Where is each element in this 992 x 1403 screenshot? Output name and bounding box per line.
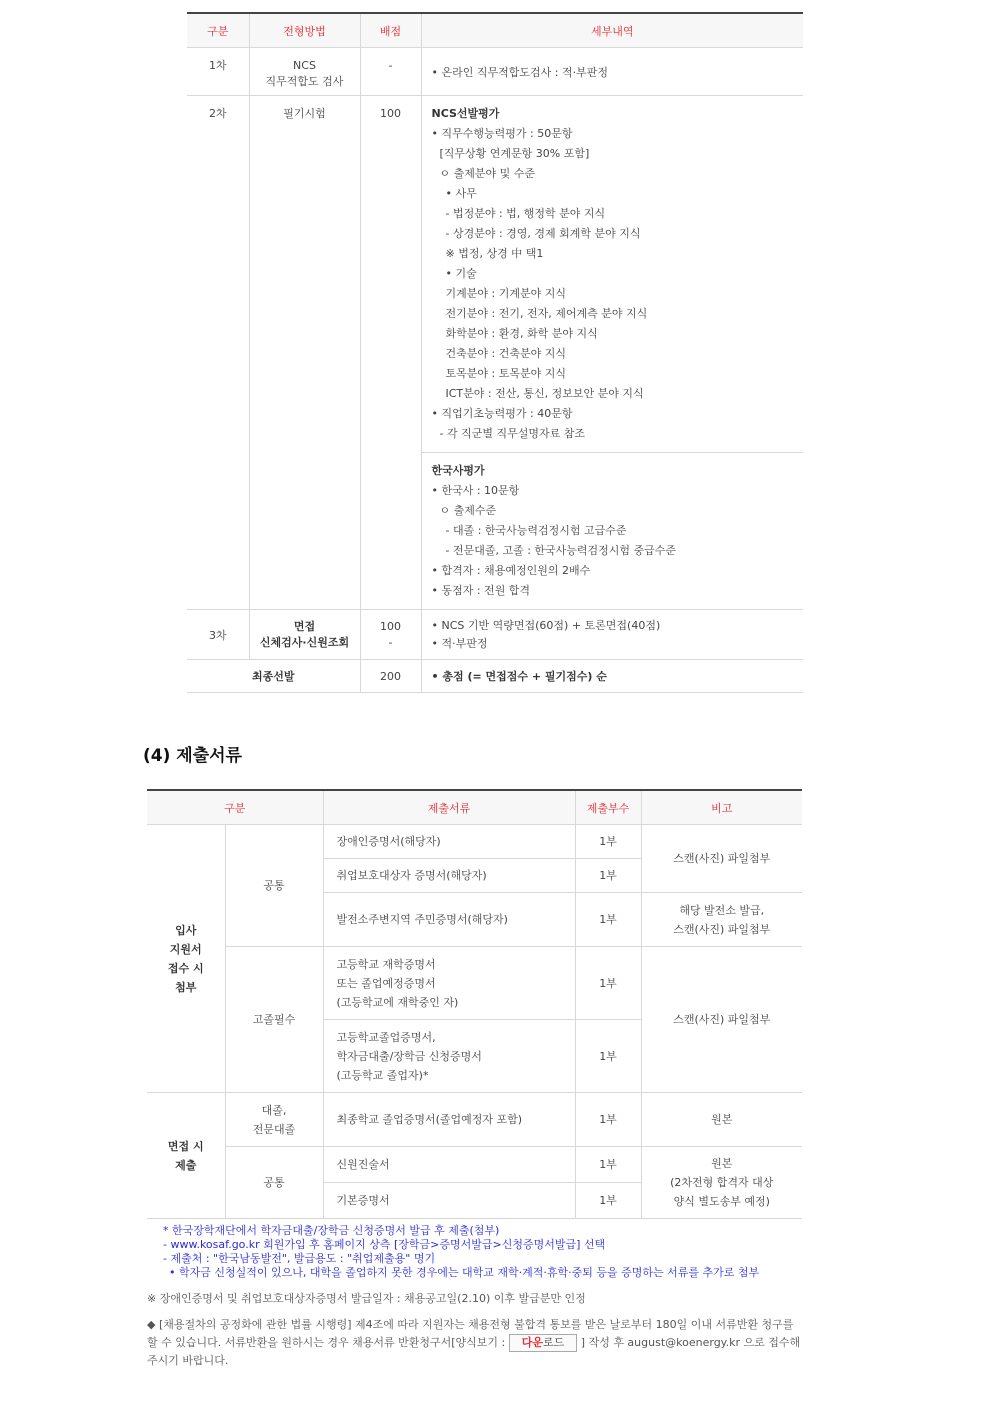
remarks-cell: 스캔(사진) 파일첨부 [641, 947, 802, 1093]
detail-line: • 직업기초능력평가 : 40문항 [431, 407, 573, 420]
header-category: 구분 [187, 13, 249, 48]
remarks-cell: 스캔(사진) 파일첨부 [641, 825, 802, 893]
header-method: 전형방법 [249, 13, 360, 48]
method-cell [249, 610, 360, 660]
detail-line: ㅇ 출제분야 및 수준 [439, 167, 535, 180]
detail-line: - 대졸 : 한국사능력검정시험 고급수준 [445, 524, 627, 537]
header-detail: 세부내역 [421, 13, 803, 48]
certificate-date-note: ※ 장애인증명서 및 취업보호대상자증명서 발급일자 : 채용공고일(2.10) 이후 발급분만 인정 [147, 1292, 586, 1305]
scholarship-notes [163, 1224, 759, 1280]
header-remarks: 비고 [641, 790, 802, 825]
download-button[interactable] [509, 1334, 578, 1352]
header-score: 배점 [360, 13, 421, 48]
detail-line: [직무상황 연계문항 30% 포함] [439, 147, 590, 160]
copies-cell: 1부 [575, 947, 641, 1020]
detail-line: • NCS 기반 역량면접(60점) + 토론면접(40점) [431, 618, 661, 632]
note-line: * 한국장학재단에서 학자금대출/장학금 신청증명서 발급 후 제출(첨부) [163, 1224, 500, 1237]
copies-cell: 1부 [575, 893, 641, 947]
group-label: 입사 지원서 접수 시 첨부 [147, 825, 225, 1093]
return-note-text: ] 작성 후 august@koenergy.kr 으로 접수해 주시기 바랍니다. [147, 1336, 801, 1367]
method-cell [249, 48, 360, 96]
stage-cell: 1차 [187, 48, 249, 96]
table-row [187, 660, 803, 693]
document-name: 최종학교 졸업증명서(졸업예정자 포함) [323, 1093, 575, 1147]
detail-cell: • 총점 (= 면접점수 + 필기점수) 순 [421, 660, 803, 693]
score-cell: 100 - [360, 610, 421, 660]
copies-cell: 1부 [575, 825, 641, 859]
header-category: 구분 [147, 790, 323, 825]
detail-line: - 법정분야 : 법, 행정학 분야 지식 [445, 207, 606, 220]
return-note-text: ◆ [채용절차의 공정화에 관한 법률 시행령] 제4조에 따라 지원자는 채용전형 불합격 통보를 받은 날로부터 180일 이내 서류반환 청구를 할 수 있습니다. 서류반환을 원하시는 경우 채용서류 반환청구서[양식보기 : [147, 1318, 794, 1349]
detail-line: - 전문대졸, 고졸 : 한국사능력검정시험 중급수준 [445, 544, 677, 557]
subgroup-label: 대졸, 전문대졸 [225, 1093, 323, 1147]
score-cell: - [360, 48, 421, 96]
subgroup-label: 공통 [225, 1147, 323, 1219]
detail-line: • 직무수행능력평가 : 50문항 [431, 127, 573, 140]
detail-line: 토목분야 : 토목분야 지식 [445, 367, 566, 380]
score-cell: 100 [360, 96, 421, 610]
detail-line: 화학분야 : 환경, 화학 분야 지식 [445, 327, 598, 340]
remarks-cell: 해당 발전소 발급, 스캔(사진) 파일첨부 [641, 893, 802, 947]
selection-process-table [187, 12, 803, 693]
document-name: 기본증명서 [323, 1183, 575, 1219]
table-row [187, 96, 803, 453]
document-name: 고등학교졸업증명서, 학자금대출/장학금 신청증명서 (고등학교 졸업자)* [323, 1020, 575, 1093]
table-row [187, 610, 803, 660]
note-line: - 제출처 : "한국남동발전", 발급용도 : "취업제출용" 명기 [163, 1252, 436, 1265]
table-row [147, 825, 802, 859]
copies-cell: 1부 [575, 1093, 641, 1147]
detail-line: • 기술 [445, 267, 477, 280]
documents-table [147, 789, 802, 1219]
method-line: NCS [293, 59, 316, 72]
detail-cell [421, 610, 803, 660]
table-header-row [147, 790, 802, 825]
group-label: 면접 시 제출 [147, 1093, 225, 1219]
history-detail-cell [421, 453, 803, 610]
history-title: 한국사평가 [431, 464, 485, 477]
method-line: 직무적합도 검사 [265, 75, 344, 88]
detail-line: - 상경분야 : 경영, 경제 회계학 분야 지식 [445, 227, 641, 240]
method-line: 신체검사·신원조회 [259, 635, 350, 649]
score-cell: 200 [360, 660, 421, 693]
detail-line: 건축분야 : 건축분야 지식 [445, 347, 566, 360]
subgroup-label: 고졸필수 [225, 947, 323, 1093]
ncs-detail-cell [421, 96, 803, 453]
table-row [147, 947, 802, 1020]
detail-line: • 사무 [445, 187, 477, 200]
table-row [147, 1093, 802, 1147]
header-documents: 제출서류 [323, 790, 575, 825]
note-line: • 학자금 신청실적이 있으나, 대학을 졸업하지 못한 경우에는 대학교 재학·계적·휴학·중퇴 등을 증명하는 서류를 추가로 첨부 [169, 1266, 760, 1279]
copies-cell: 1부 [575, 859, 641, 893]
method-line: 면접 [293, 619, 316, 633]
table-row [187, 48, 803, 96]
ncs-title: NCS선발평가 [431, 107, 500, 120]
detail-line: • 동점자 : 전원 합격 [431, 584, 531, 597]
document-name: 신원진술서 [323, 1147, 575, 1183]
detail-line: ※ 법정, 상경 中 택1 [445, 247, 544, 260]
note-line: - www.kosaf.go.kr 회원가입 후 홈페이지 상측 [장학금>증명서발급>신청증명서발급] 선택 [163, 1238, 606, 1251]
table-header-row [187, 13, 803, 48]
final-stage-cell: 최종선발 [187, 660, 360, 693]
detail-line: • 합격자 : 채용예정인원의 2배수 [431, 564, 591, 577]
document-name: 발전소주변지역 주민증명서(해당자) [323, 893, 575, 947]
document-return-note [147, 1316, 802, 1370]
document-name: 고등학교 재학증명서 또는 졸업예정증명서 (고등학교에 재학중인 자) [323, 947, 575, 1020]
copies-cell: 1부 [575, 1020, 641, 1093]
document-name: 장애인증명서(해당자) [323, 825, 575, 859]
copies-cell: 1부 [575, 1183, 641, 1219]
detail-line: ICT분야 : 전산, 통신, 정보보안 분야 지식 [445, 387, 644, 400]
method-cell: 필기시험 [249, 96, 360, 610]
remarks-cell: 원본 [641, 1093, 802, 1147]
detail-line: ㅇ 출제수준 [439, 504, 497, 517]
download-label-red: 다운 [521, 1336, 544, 1349]
remarks-cell: 원본 (2차전형 합격자 대상 양식 별도송부 예정) [641, 1147, 802, 1219]
section-title: (4) 제출서류 [143, 746, 242, 766]
detail-cell: • 온라인 직무적합도검사 : 적·부판정 [421, 48, 803, 96]
stage-cell: 2차 [187, 96, 249, 610]
stage-cell: 3차 [187, 610, 249, 660]
download-label: 로드 [543, 1336, 565, 1349]
document-name: 취업보호대상자 증명서(해당자) [323, 859, 575, 893]
header-copies: 제출부수 [575, 790, 641, 825]
table-row [147, 1147, 802, 1183]
detail-line: 기계분야 : 기계분야 지식 [445, 287, 566, 300]
detail-line: - 각 직군별 직무설명자료 참조 [439, 427, 585, 440]
detail-line: • 한국사 : 10문항 [431, 484, 520, 497]
copies-cell: 1부 [575, 1147, 641, 1183]
detail-line: 전기분야 : 전기, 전자, 제어계측 분야 지식 [445, 307, 648, 320]
detail-line: • 적·부판정 [431, 636, 488, 650]
subgroup-label: 공통 [225, 825, 323, 947]
